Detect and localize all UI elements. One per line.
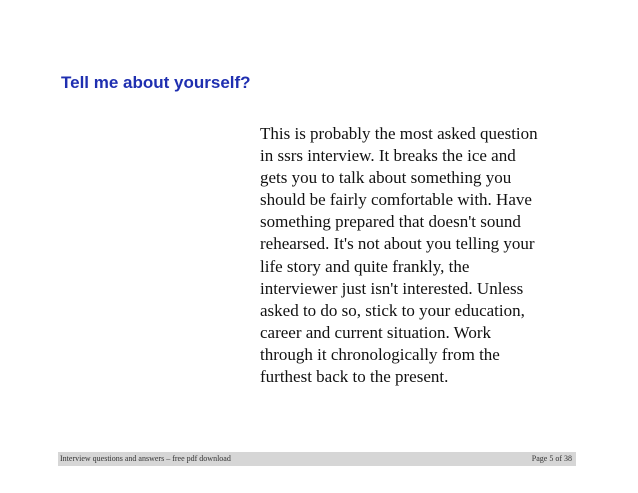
answer-line: career and current situation. Work xyxy=(260,322,492,342)
answer-paragraph xyxy=(260,123,590,388)
answer-line: gets you to talk about something you xyxy=(260,168,512,188)
answer-line: something prepared that doesn't sound xyxy=(260,212,521,232)
answer-line: rehearsed. It's not about you telling your xyxy=(260,234,535,254)
answer-line: life story and quite frankly, the xyxy=(260,256,470,276)
answer-line: This is probably the most asked question xyxy=(260,124,538,143)
footer-source-text: Interview questions and answers – free pdf download xyxy=(60,454,231,463)
page-title: Tell me about yourself? xyxy=(61,73,251,92)
answer-line: through it chronologically from the xyxy=(260,344,500,364)
answer-line: asked to do so, stick to your education, xyxy=(260,300,525,320)
footer-bar xyxy=(58,452,576,466)
answer-line: should be fairly comfortable with. Have xyxy=(260,190,532,210)
answer-line: in ssrs interview. It breaks the ice and xyxy=(260,146,516,166)
page-number: Page 5 of 38 xyxy=(531,454,572,463)
answer-line: furthest back to the present. xyxy=(260,367,449,387)
answer-line: interviewer just isn't interested. Unless xyxy=(260,278,524,298)
